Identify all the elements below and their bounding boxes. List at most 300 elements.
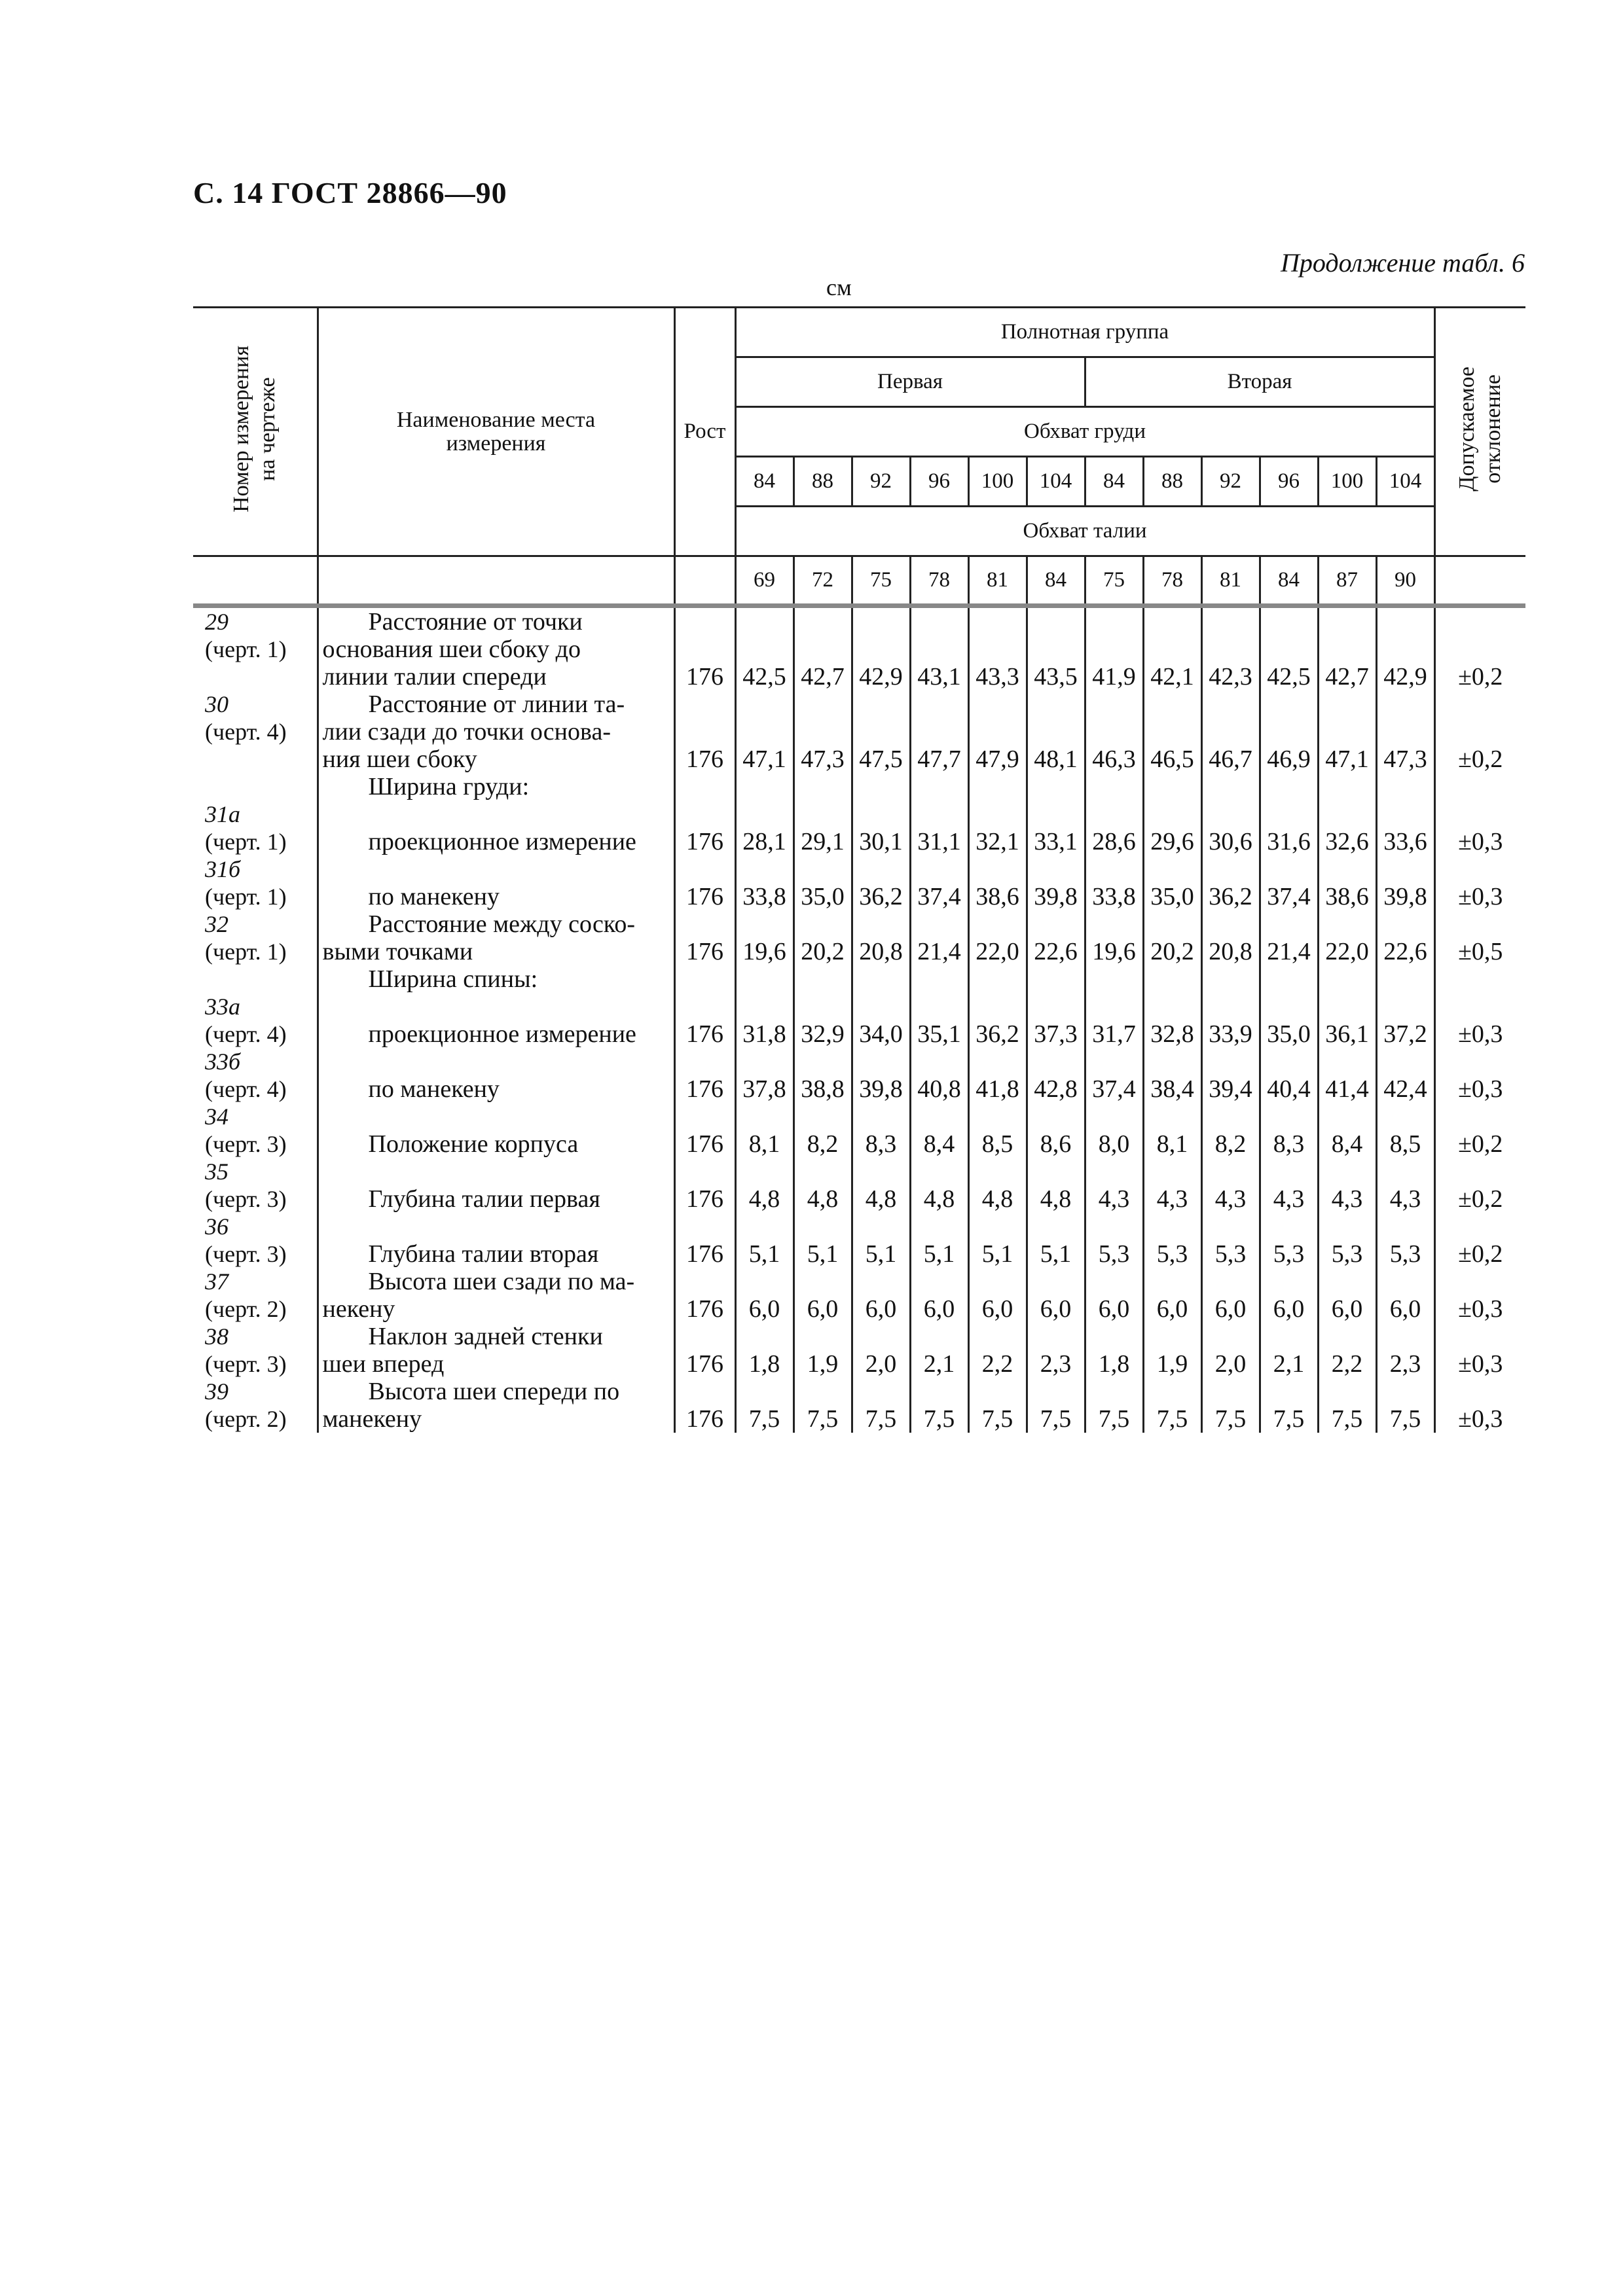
measurement-number: 33б	[205, 1049, 241, 1075]
measurement-value: 2,0	[852, 1323, 910, 1378]
measurement-value: 42,7	[793, 606, 852, 691]
drawing-reference: (черт. 4)	[205, 719, 287, 745]
measurement-value: 41,4	[1318, 1048, 1376, 1103]
measurement-value	[852, 773, 910, 800]
rost-value: 176	[674, 1378, 735, 1433]
measurement-value: 42,5	[735, 606, 793, 691]
header-spacer	[193, 556, 318, 606]
measurement-value: 6,0	[1376, 1268, 1434, 1323]
measurement-value: 7,5	[1318, 1378, 1376, 1433]
table-row	[193, 1158, 1525, 1213]
drawing-reference: (черт. 1)	[205, 884, 287, 910]
drawing-reference: (черт. 1)	[205, 939, 287, 965]
measurement-value: 42,1	[1143, 606, 1201, 691]
measurements-table	[193, 306, 1525, 1433]
measurement-value: 5,3	[1201, 1213, 1260, 1268]
measurement-value: 6,0	[793, 1268, 852, 1323]
table-row	[193, 606, 1525, 691]
measurement-value: 35,0	[793, 855, 852, 910]
deviation-value: ±0,2	[1434, 691, 1525, 773]
measurement-value: 8,0	[1085, 1103, 1143, 1158]
measurement-name	[318, 965, 674, 993]
drawing-reference: (черт. 1)	[205, 829, 287, 855]
measurement-value: 42,9	[852, 606, 910, 691]
header-group-first: Первая	[735, 357, 1085, 407]
deviation-value: ±0,5	[1434, 910, 1525, 965]
table-continuation-label: Продолжение табл. 6	[1280, 248, 1525, 278]
measurement-name-line: линии талии спереди	[322, 663, 547, 691]
measurement-number: 36	[205, 1213, 228, 1240]
measurement-value: 36,2	[1201, 855, 1260, 910]
deviation-value: ±0,3	[1434, 1378, 1525, 1433]
measurement-value: 19,6	[1085, 910, 1143, 965]
measurement-value: 33,8	[735, 855, 793, 910]
table-row	[193, 1268, 1525, 1323]
rost-value: 176	[674, 910, 735, 965]
measurement-value: 32,1	[968, 800, 1027, 855]
measurement-value: 6,0	[1085, 1268, 1143, 1323]
measurement-value: 31,7	[1085, 993, 1143, 1048]
measurement-number: 34	[205, 1103, 228, 1130]
measurement-name	[318, 1048, 674, 1103]
measurement-value: 8,5	[1376, 1103, 1434, 1158]
measurement-name-line: основания шеи сбоку до	[322, 636, 581, 663]
measurement-value: 47,3	[793, 691, 852, 773]
measurement-value	[968, 965, 1027, 993]
measurement-name-line: Глубина талии вторая	[368, 1240, 599, 1268]
measurement-value: 8,5	[968, 1103, 1027, 1158]
waist-value: 81	[1201, 556, 1260, 606]
measurement-value: 30,6	[1201, 800, 1260, 855]
measurement-value: 36,2	[968, 993, 1027, 1048]
measurement-value: 5,1	[793, 1213, 852, 1268]
measurement-value: 5,1	[735, 1213, 793, 1268]
table-row	[193, 910, 1525, 965]
measurement-value: 37,4	[1260, 855, 1318, 910]
measurement-name-line: Ширина груди:	[368, 773, 530, 800]
measurement-number-cell	[193, 965, 318, 993]
chest-value: 100	[1318, 457, 1376, 507]
deviation-value: ±0,3	[1434, 1048, 1525, 1103]
measurement-value: 37,4	[1085, 1048, 1143, 1103]
measurement-value: 47,3	[1376, 691, 1434, 773]
measurement-value: 5,3	[1376, 1213, 1434, 1268]
drawing-reference: (черт. 3)	[205, 1131, 287, 1157]
measurement-value	[1085, 965, 1143, 993]
deviation-value: ±0,2	[1434, 606, 1525, 691]
header-spacer	[674, 556, 735, 606]
measurement-value: 2,2	[968, 1323, 1027, 1378]
rost-value: 176	[674, 1268, 735, 1323]
measurement-value: 47,7	[910, 691, 968, 773]
measurement-name-line: Высота шеи сзади по ма-	[368, 1268, 635, 1295]
measurement-value: 5,1	[1027, 1213, 1085, 1268]
deviation-value: ±0,2	[1434, 1213, 1525, 1268]
measurement-value	[1201, 773, 1260, 800]
measurement-value: 8,1	[1143, 1103, 1201, 1158]
measurement-value: 37,2	[1376, 993, 1434, 1048]
table-row	[193, 800, 1525, 855]
header-spacer	[318, 556, 674, 606]
waist-value: 78	[910, 556, 968, 606]
waist-value: 75	[852, 556, 910, 606]
table-row	[193, 993, 1525, 1048]
measurement-value	[1376, 773, 1434, 800]
measurement-value: 7,5	[852, 1378, 910, 1433]
measurement-value: 36,2	[852, 855, 910, 910]
measurement-value: 35,0	[1260, 993, 1318, 1048]
table-row	[193, 1213, 1525, 1268]
drawing-reference: (черт. 3)	[205, 1241, 287, 1267]
measurement-value: 5,1	[852, 1213, 910, 1268]
measurement-number-cell	[193, 773, 318, 800]
measurement-value: 4,8	[910, 1158, 968, 1213]
measurement-value: 6,0	[1027, 1268, 1085, 1323]
measurement-value	[793, 773, 852, 800]
measurement-value: 6,0	[735, 1268, 793, 1323]
measurement-value: 2,3	[1027, 1323, 1085, 1378]
measurement-value: 20,2	[1143, 910, 1201, 965]
measurement-value: 8,2	[793, 1103, 852, 1158]
measurement-value	[1201, 965, 1260, 993]
measurement-value: 31,8	[735, 993, 793, 1048]
measurement-value	[735, 965, 793, 993]
measurement-value: 4,3	[1085, 1158, 1143, 1213]
measurement-name	[318, 855, 674, 910]
measurement-value: 40,8	[910, 1048, 968, 1103]
measurement-number-cell	[193, 1048, 318, 1103]
header-chest-girth: Обхват груди	[735, 407, 1434, 457]
measurement-value: 33,9	[1201, 993, 1260, 1048]
rost-value: 176	[674, 855, 735, 910]
measurement-value: 46,9	[1260, 691, 1318, 773]
measurement-value: 30,1	[852, 800, 910, 855]
drawing-reference: (черт. 3)	[205, 1351, 287, 1377]
measurement-name-line: по манекену	[368, 1075, 500, 1103]
measurement-value: 8,2	[1201, 1103, 1260, 1158]
measurement-name-line: выми точками	[322, 938, 473, 965]
measurement-value	[1143, 773, 1201, 800]
unit-label: см	[826, 274, 852, 300]
measurement-value: 46,5	[1143, 691, 1201, 773]
measurement-value: 42,7	[1318, 606, 1376, 691]
waist-value: 84	[1260, 556, 1318, 606]
drawing-reference: (черт. 4)	[205, 1076, 287, 1102]
waist-value: 81	[968, 556, 1027, 606]
measurement-value: 8,3	[852, 1103, 910, 1158]
measurement-number: 32	[205, 911, 228, 937]
measurement-value: 31,1	[910, 800, 968, 855]
measurement-value: 5,1	[968, 1213, 1027, 1268]
measurement-value: 47,1	[735, 691, 793, 773]
measurement-value	[1027, 965, 1085, 993]
header-measurement-name: Наименование места измерения	[318, 308, 674, 556]
measurement-value: 6,0	[1143, 1268, 1201, 1323]
measurement-name-line: некену	[322, 1295, 395, 1323]
measurement-name	[318, 773, 674, 800]
table-row	[193, 1103, 1525, 1158]
measurement-number: 39	[205, 1378, 228, 1405]
measurement-name	[318, 993, 674, 1048]
measurement-number-cell	[193, 606, 318, 691]
measurement-value: 40,4	[1260, 1048, 1318, 1103]
waist-values-row	[193, 556, 1525, 606]
header-rost: Рост	[674, 308, 735, 556]
measurement-value: 7,5	[1027, 1378, 1085, 1433]
measurement-value: 6,0	[1201, 1268, 1260, 1323]
rost-value	[674, 773, 735, 800]
table-row	[193, 691, 1525, 773]
measurement-value: 36,1	[1318, 993, 1376, 1048]
measurement-value: 2,1	[910, 1323, 968, 1378]
measurement-name	[318, 606, 674, 691]
measurement-value: 42,3	[1201, 606, 1260, 691]
measurement-value: 4,3	[1143, 1158, 1201, 1213]
measurement-value: 7,5	[1376, 1378, 1434, 1433]
rost-value: 176	[674, 606, 735, 691]
measurement-value: 1,9	[793, 1323, 852, 1378]
header-waist-girth: Обхват талии	[735, 507, 1434, 556]
measurement-name	[318, 910, 674, 965]
waist-value: 69	[735, 556, 793, 606]
measurement-value: 2,0	[1201, 1323, 1260, 1378]
measurement-value: 4,3	[1201, 1158, 1260, 1213]
measurement-value: 38,6	[968, 855, 1027, 910]
measurement-value: 39,8	[852, 1048, 910, 1103]
measurement-value: 39,8	[1376, 855, 1434, 910]
measurement-value	[910, 773, 968, 800]
measurement-value: 5,3	[1143, 1213, 1201, 1268]
table-row	[193, 1323, 1525, 1378]
measurement-value: 37,8	[735, 1048, 793, 1103]
measurement-name-line: Положение корпуса	[368, 1130, 579, 1158]
rost-value: 176	[674, 800, 735, 855]
measurement-value: 34,0	[852, 993, 910, 1048]
drawing-reference: (черт. 2)	[205, 1296, 287, 1322]
measurement-number: 29	[205, 609, 228, 635]
measurement-value: 42,8	[1027, 1048, 1085, 1103]
measurement-number: 31б	[205, 856, 241, 882]
measurement-value	[1143, 965, 1201, 993]
measurement-name	[318, 1213, 674, 1268]
measurement-value: 4,8	[1027, 1158, 1085, 1213]
deviation-value: ±0,3	[1434, 1323, 1525, 1378]
measurement-value	[793, 965, 852, 993]
measurement-name	[318, 800, 674, 855]
measurement-value: 33,6	[1376, 800, 1434, 855]
measurement-number: 35	[205, 1158, 228, 1185]
measurement-value	[968, 773, 1027, 800]
measurement-value: 37,4	[910, 855, 968, 910]
chest-value: 92	[1201, 457, 1260, 507]
measurement-value: 20,8	[1201, 910, 1260, 965]
rost-value: 176	[674, 691, 735, 773]
measurement-value: 6,0	[968, 1268, 1027, 1323]
measurement-value: 28,6	[1085, 800, 1143, 855]
measurement-value: 42,4	[1376, 1048, 1434, 1103]
measurement-value: 2,2	[1318, 1323, 1376, 1378]
header-deviation: Допускаемое отклонение	[1434, 308, 1525, 556]
deviation-value: ±0,3	[1434, 993, 1525, 1048]
measurement-number-cell	[193, 1158, 318, 1213]
measurement-value: 21,4	[1260, 910, 1318, 965]
measurement-value	[1318, 965, 1376, 993]
header-spacer	[1434, 556, 1525, 606]
measurement-number-cell	[193, 1378, 318, 1433]
measurement-value	[1085, 773, 1143, 800]
measurement-name-line: манекену	[322, 1405, 422, 1433]
table-row	[193, 773, 1525, 800]
measurement-value: 19,6	[735, 910, 793, 965]
measurement-value: 20,2	[793, 910, 852, 965]
measurement-value: 22,6	[1376, 910, 1434, 965]
measurement-name-line: лии сзади до точки основа-	[322, 718, 611, 745]
deviation-value: ±0,2	[1434, 1103, 1525, 1158]
deviation-value: ±0,2	[1434, 1158, 1525, 1213]
measurement-value	[735, 773, 793, 800]
deviation-value: ±0,3	[1434, 855, 1525, 910]
rost-value: 176	[674, 993, 735, 1048]
measurement-name-line: проекционное измерение	[368, 828, 636, 855]
measurement-value: 7,5	[735, 1378, 793, 1433]
measurement-value: 33,1	[1027, 800, 1085, 855]
measurement-value: 4,8	[735, 1158, 793, 1213]
measurement-value: 8,4	[910, 1103, 968, 1158]
measurement-value: 4,8	[852, 1158, 910, 1213]
measurement-number-cell	[193, 1268, 318, 1323]
measurement-value: 8,3	[1260, 1103, 1318, 1158]
chest-value: 88	[1143, 457, 1201, 507]
measurement-value: 39,4	[1201, 1048, 1260, 1103]
measurement-value: 4,8	[968, 1158, 1027, 1213]
measurement-name	[318, 691, 674, 773]
table-row	[193, 965, 1525, 993]
rost-value	[674, 965, 735, 993]
measurement-value: 32,9	[793, 993, 852, 1048]
measurement-value: 1,8	[735, 1323, 793, 1378]
chest-value: 92	[852, 457, 910, 507]
measurement-value: 1,9	[1143, 1323, 1201, 1378]
measurement-value: 46,3	[1085, 691, 1143, 773]
measurement-value: 29,1	[793, 800, 852, 855]
measurement-number-cell	[193, 1323, 318, 1378]
measurement-value: 47,1	[1318, 691, 1376, 773]
waist-value: 78	[1143, 556, 1201, 606]
measurement-value: 2,1	[1260, 1323, 1318, 1378]
measurement-name-line: Расстояние от точки	[368, 608, 583, 636]
chest-value: 88	[793, 457, 852, 507]
measurement-value: 42,5	[1260, 606, 1318, 691]
measurement-value: 7,5	[910, 1378, 968, 1433]
measurement-value: 5,1	[910, 1213, 968, 1268]
measurement-value: 41,9	[1085, 606, 1143, 691]
measurement-value	[1318, 773, 1376, 800]
measurement-value: 38,4	[1143, 1048, 1201, 1103]
measurement-number: 33а	[205, 994, 240, 1020]
measurement-value: 42,9	[1376, 606, 1434, 691]
measurement-value: 28,1	[735, 800, 793, 855]
measurement-value: 41,8	[968, 1048, 1027, 1103]
measurement-value: 39,8	[1027, 855, 1085, 910]
measurement-value: 38,8	[793, 1048, 852, 1103]
measurement-value: 6,0	[1260, 1268, 1318, 1323]
chest-value: 84	[1085, 457, 1143, 507]
measurement-name	[318, 1323, 674, 1378]
measurement-value: 8,6	[1027, 1103, 1085, 1158]
deviation-value: ±0,3	[1434, 1268, 1525, 1323]
measurement-value: 43,1	[910, 606, 968, 691]
measurement-number-cell	[193, 993, 318, 1048]
measurement-value: 6,0	[1318, 1268, 1376, 1323]
rost-value: 176	[674, 1048, 735, 1103]
measurement-number-cell	[193, 910, 318, 965]
deviation-value	[1434, 965, 1525, 993]
deviation-value: ±0,3	[1434, 800, 1525, 855]
measurement-value: 35,1	[910, 993, 968, 1048]
header-group-second: Вторая	[1085, 357, 1434, 407]
measurement-value: 6,0	[852, 1268, 910, 1323]
measurement-number: 31а	[205, 801, 240, 827]
measurement-name-line: Глубина талии первая	[368, 1185, 600, 1213]
measurement-value: 47,9	[968, 691, 1027, 773]
rost-value: 176	[674, 1158, 735, 1213]
measurement-number-cell	[193, 1103, 318, 1158]
measurement-value	[910, 965, 968, 993]
waist-value: 75	[1085, 556, 1143, 606]
measurement-value: 43,3	[968, 606, 1027, 691]
chest-value: 100	[968, 457, 1027, 507]
measurement-name	[318, 1268, 674, 1323]
measurement-value: 4,3	[1376, 1158, 1434, 1213]
measurement-number: 38	[205, 1323, 228, 1350]
waist-value: 84	[1027, 556, 1085, 606]
measurement-value: 22,0	[968, 910, 1027, 965]
rost-value: 176	[674, 1323, 735, 1378]
measurement-value: 22,6	[1027, 910, 1085, 965]
measurement-value: 38,6	[1318, 855, 1376, 910]
measurement-value	[1027, 773, 1085, 800]
measurement-number: 37	[205, 1268, 228, 1295]
measurement-number-cell	[193, 691, 318, 773]
waist-value: 90	[1376, 556, 1434, 606]
waist-value: 87	[1318, 556, 1376, 606]
measurement-name-line: по манекену	[368, 883, 500, 910]
table-row	[193, 1378, 1525, 1433]
measurement-number-cell	[193, 855, 318, 910]
chest-value: 104	[1376, 457, 1434, 507]
chest-value: 96	[1260, 457, 1318, 507]
drawing-reference: (черт. 3)	[205, 1186, 287, 1212]
measurement-value: 20,8	[852, 910, 910, 965]
measurement-value: 32,8	[1143, 993, 1201, 1048]
chest-value: 96	[910, 457, 968, 507]
measurement-name-line: шеи вперед	[322, 1350, 445, 1378]
measurement-number-cell	[193, 800, 318, 855]
header-fullness-group: Полнотная группа	[735, 308, 1434, 357]
drawing-reference: (черт. 4)	[205, 1021, 287, 1047]
deviation-value	[1434, 773, 1525, 800]
measurement-value: 7,5	[1085, 1378, 1143, 1433]
measurement-name-line: Расстояние между соско-	[368, 910, 635, 938]
measurement-value: 31,6	[1260, 800, 1318, 855]
measurement-name-line: Расстояние от линии та-	[368, 691, 625, 718]
drawing-reference: (черт. 2)	[205, 1406, 287, 1432]
measurement-name-line: Высота шеи спереди по	[368, 1378, 620, 1405]
measurement-value	[1376, 965, 1434, 993]
header-measurement-number: Номер измерения на чертеже	[193, 308, 318, 556]
chest-value: 104	[1027, 457, 1085, 507]
measurement-value: 7,5	[1143, 1378, 1201, 1433]
